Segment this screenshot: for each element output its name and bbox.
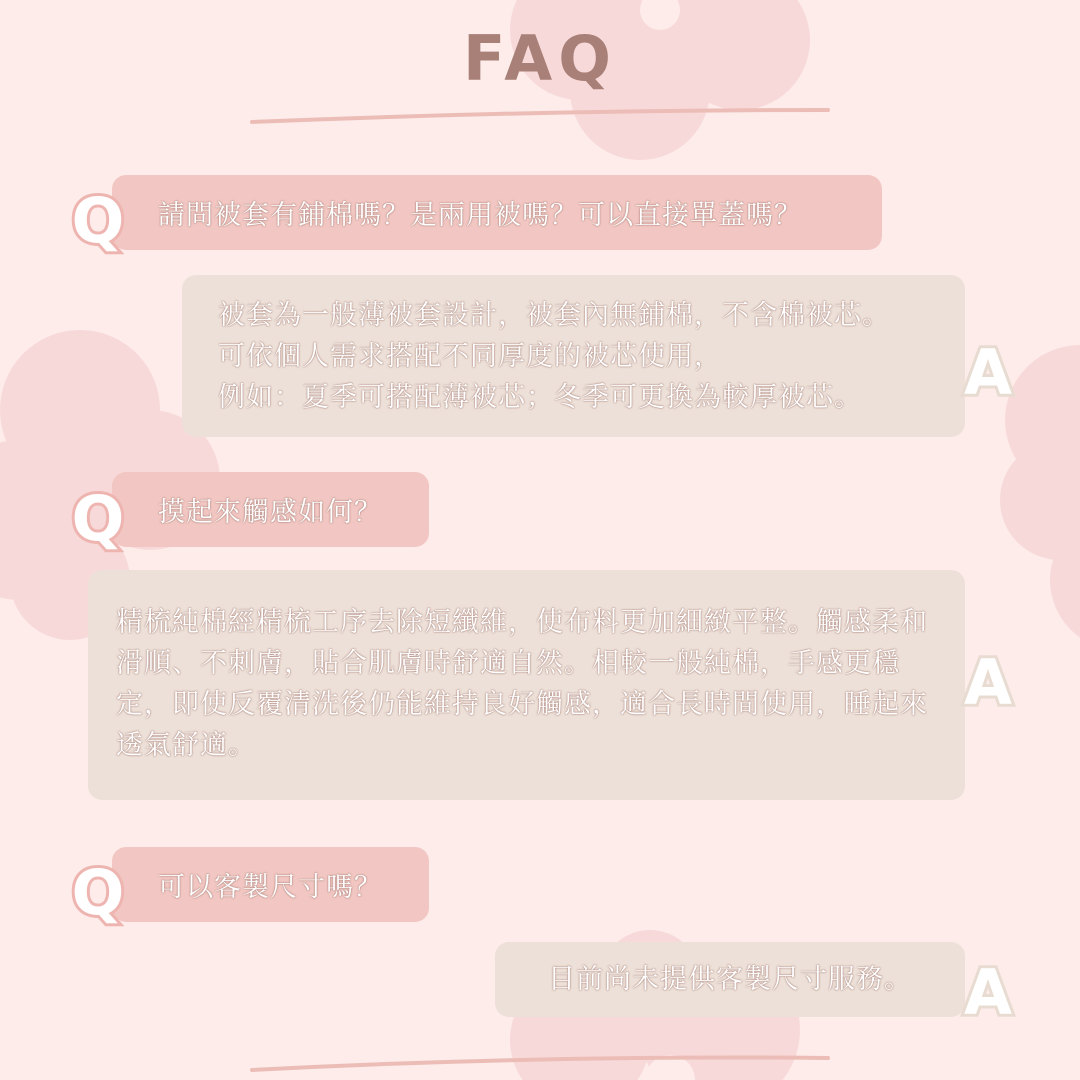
answer-text: 精梳純棉經精梳工序去除短纖維，使布料更加細緻平整。觸感柔和滑順、不刺膚，貼合肌膚時舒適自然。相較一般純棉，手感更穩定，即使反覆清洗後仍能維持良好觸感，適合長時間使用，睡起來透氣舒適。 bbox=[116, 607, 928, 761]
svg-text:Q: Q bbox=[71, 184, 125, 257]
answer-icon bbox=[950, 330, 1030, 410]
question-text: 可以客製尺寸嗎？ bbox=[158, 872, 382, 903]
question-box-3 bbox=[112, 847, 429, 922]
page-title: FAQ bbox=[463, 22, 617, 95]
answer-box-3 bbox=[495, 942, 965, 1017]
svg-text:Q: Q bbox=[71, 482, 125, 555]
question-icon bbox=[62, 180, 142, 260]
title-underline bbox=[252, 110, 828, 122]
answer-icon bbox=[950, 640, 1030, 720]
answer-text: 被套為一般薄被套設計，被套內無鋪棉，不含棉被芯。 可依個人需求搭配不同厚度的被芯使用， 例如：夏季可搭配薄被芯；冬季可更換為較厚被芯。 bbox=[218, 300, 890, 413]
question-icon bbox=[62, 478, 142, 558]
question-icon bbox=[62, 852, 142, 932]
answer-text: 目前尚未提供客製尺寸服務。 bbox=[548, 964, 912, 995]
answer-icon bbox=[950, 950, 1030, 1030]
question-box-1 bbox=[112, 175, 882, 250]
question-box-2 bbox=[112, 472, 429, 547]
svg-text:Q: Q bbox=[71, 856, 125, 929]
answer-box-2 bbox=[88, 570, 965, 800]
svg-text:A: A bbox=[964, 646, 1012, 719]
svg-text:A: A bbox=[964, 336, 1012, 409]
question-text: 摸起來觸感如何？ bbox=[158, 497, 382, 528]
answer-box-1 bbox=[182, 275, 965, 437]
question-text: 請問被套有鋪棉嗎？是兩用被嗎？可以直接單蓋嗎？ bbox=[158, 200, 802, 231]
svg-text:A: A bbox=[964, 956, 1012, 1029]
